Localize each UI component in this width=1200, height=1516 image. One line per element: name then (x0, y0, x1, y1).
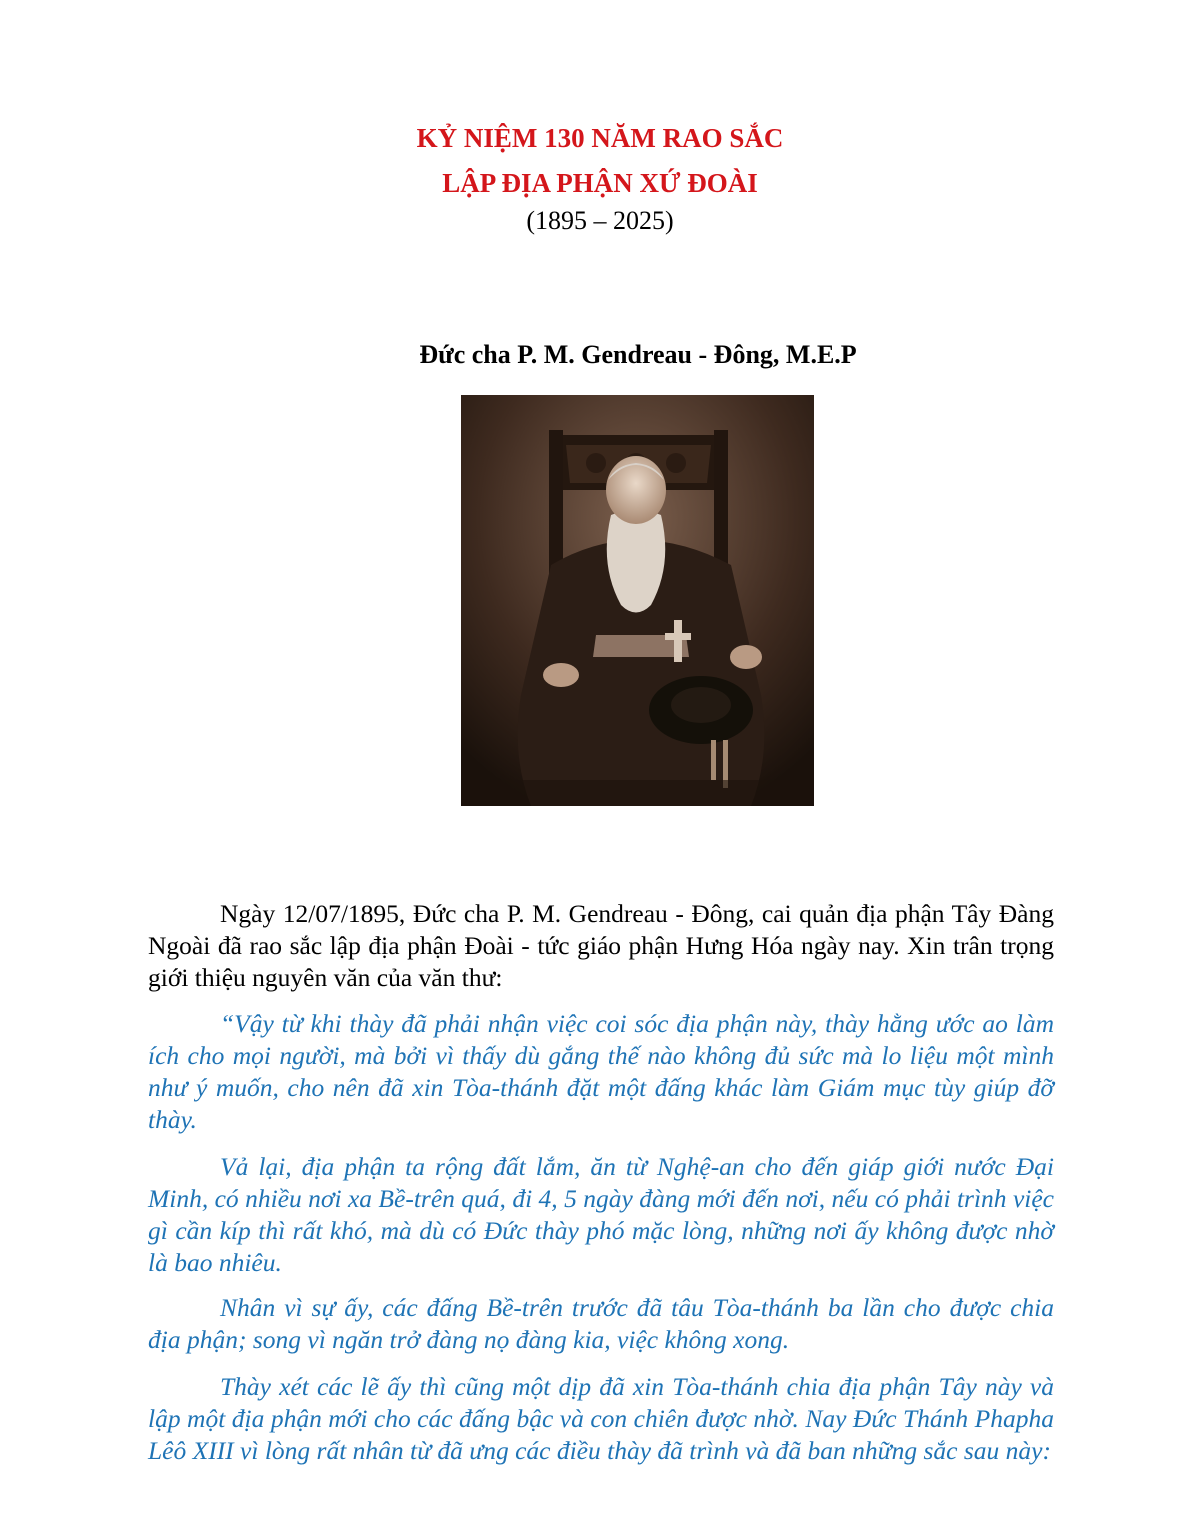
heading-line-2: LẬP ĐỊA PHẬN XỨ ĐOÀI (442, 168, 758, 198)
portrait-caption: Đức cha P. M. Gendreau - Đông, M.E.P (419, 340, 857, 369)
quote-paragraph-3 (148, 1292, 1054, 1356)
quote-paragraph-4 (148, 1371, 1054, 1467)
quote-text-3: Nhân vì sự ấy, các đấng Bề-trên trước đã tâu Tòa-thánh ba lần cho được chia địa phận; song vì ngăn trở đàng nọ đàng kia, việc không xong. (148, 1293, 1054, 1354)
quote-text-1: “Vậy từ khi thày đã phải nhận việc coi sóc địa phận này, thày hằng ước ao làm ích cho mọi người, mà bởi vì thấy dù gắng thế nào không đủ sức mà lo liệu một mình như ý muốn, cho nên đã xin Tòa-thánh đặt một đấng khác làm Giám mục tùy giúp đỡ thày. (148, 1009, 1054, 1134)
quote-paragraph-2 (148, 1151, 1054, 1279)
heading-line-1: KỶ NIỆM 130 NĂM RAO SẮC (416, 123, 784, 153)
quote-text-4: Thày xét các lẽ ấy thì cũng một dịp đã xin Tòa-thánh chia địa phận Tây này và lập một địa phận mới cho các đấng bậc và con chiên được nhờ. Nay Đức Thánh Phapha Lêô XIII vì lòng rất nhân từ đã ưng các điều thày đã trình và đã ban những sắc sau này: (148, 1372, 1054, 1465)
heading-years: (1895 – 2025) (526, 206, 674, 235)
intro-text: Ngày 12/07/1895, Đức cha P. M. Gendreau - Đông, cai quản địa phận Tây Đàng Ngoài đã rao sắc lập địa phận Đoài - tức giáo phận Hưng Hóa ngày nay. Xin trân trọng giới thiệu nguyên văn của văn thư: (148, 899, 1054, 992)
intro-paragraph (148, 898, 1054, 994)
quote-text-2: Vả lại, địa phận ta rộng đất lắm, ăn từ Nghệ-an cho đến giáp giới nước Đại Minh, có nhiều nơi xa Bề-trên quá, đi 4, 5 ngày đàng mới đến nơi, nếu có phải trình việc gì cần kíp thì rất khó, mà dù có Đức thày phó mặc lòng, những nơi ấy không được nhờ là bao nhiêu. (148, 1152, 1054, 1277)
bishop-portrait-photo (461, 395, 814, 806)
quote-paragraph-1 (148, 1008, 1054, 1136)
